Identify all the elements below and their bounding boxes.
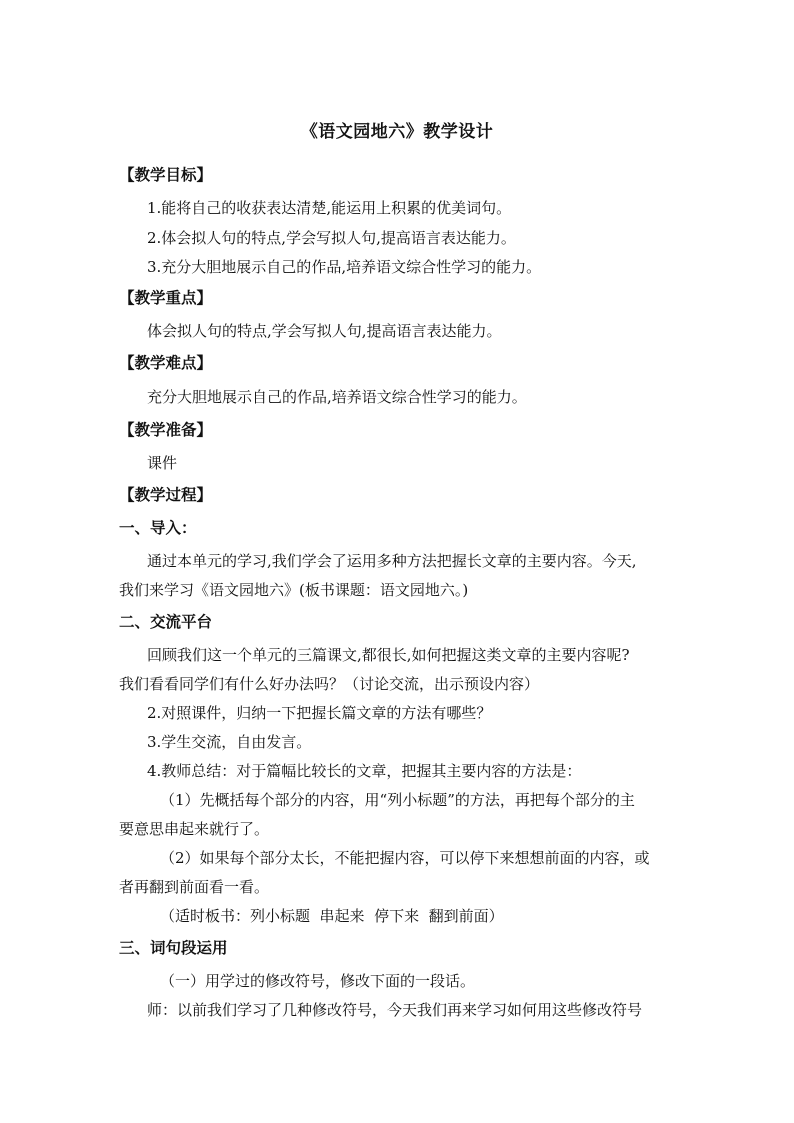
method1-line2: 要意思串起来就行了。 <box>119 820 270 838</box>
objectives-heading: 【教学目标】 <box>119 165 213 184</box>
objective-item-2: 2.体会拟人句的特点,学会写拟人句,提高语言表达能力。 <box>147 229 516 247</box>
objective-item-3: 3.充分大胆地展示自己的作品,培养语文综合性学习的能力。 <box>147 258 542 276</box>
section1-paragraph-line1: 通过本单元的学习,我们学会了运用多种方法把握长文章的主要内容。今天, <box>147 552 637 570</box>
section2-heading: 二、交流平台 <box>119 612 213 631</box>
preparation-heading: 【教学准备】 <box>119 420 213 439</box>
objective-item-1: 1.能将自己的收获表达清楚,能运用上积累的优美词句。 <box>147 199 512 217</box>
difficulties-heading: 【教学难点】 <box>119 353 213 372</box>
method2-line2: 者再翻到前面看一看。 <box>119 878 270 896</box>
board-note: （适时板书：列小标题 串起来 停下来 翻到前面） <box>160 907 504 925</box>
section2-paragraph-line1: 回顾我们这一个单元的三篇课文,都很长,如何把握这类文章的主要内容呢? <box>147 646 630 664</box>
process-heading: 【教学过程】 <box>119 485 213 504</box>
key-points-heading: 【教学重点】 <box>119 288 213 307</box>
section2-item-2: 2.对照课件，归纳一下把握长篇文章的方法有哪些？ <box>147 704 492 722</box>
section3-teacher-line: 师：以前我们学习了几种修改符号，今天我们再来学习如何用这些修改符号 <box>147 1001 643 1019</box>
section3-heading: 三、词句段运用 <box>119 938 228 957</box>
section1-heading: 一、导入： <box>119 518 197 537</box>
section1-paragraph-line2: 我们来学习《语文园地六》(板书课题：语文园地六。) <box>119 581 469 599</box>
section2-paragraph-line2: 我们看看同学们有什么好办法吗？（讨论交流，出示预设内容） <box>119 675 540 693</box>
section2-item-3: 3.学生交流，自由发言。 <box>147 733 312 751</box>
method1-line1: （1）先概括每个部分的内容，用“列小标题”的方法，再把每个部分的主 <box>160 791 635 809</box>
difficulties-text: 充分大胆地展示自己的作品,培养语文综合性学习的能力。 <box>147 388 527 406</box>
section3-sub1: （一）用学过的修改符号，修改下面的一段话。 <box>160 972 476 990</box>
preparation-text: 课件 <box>147 454 178 472</box>
key-points-text: 体会拟人句的特点,学会写拟人句,提高语言表达能力。 <box>147 322 502 340</box>
section2-item-4: 4.教师总结：对于篇幅比较长的文章，把握其主要内容的方法是： <box>147 762 582 780</box>
document-title: 《语文园地六》教学设计 <box>300 122 494 142</box>
method2-line1: （2）如果每个部分太长，不能把握内容，可以停下来想想前面的内容，或 <box>160 849 650 867</box>
